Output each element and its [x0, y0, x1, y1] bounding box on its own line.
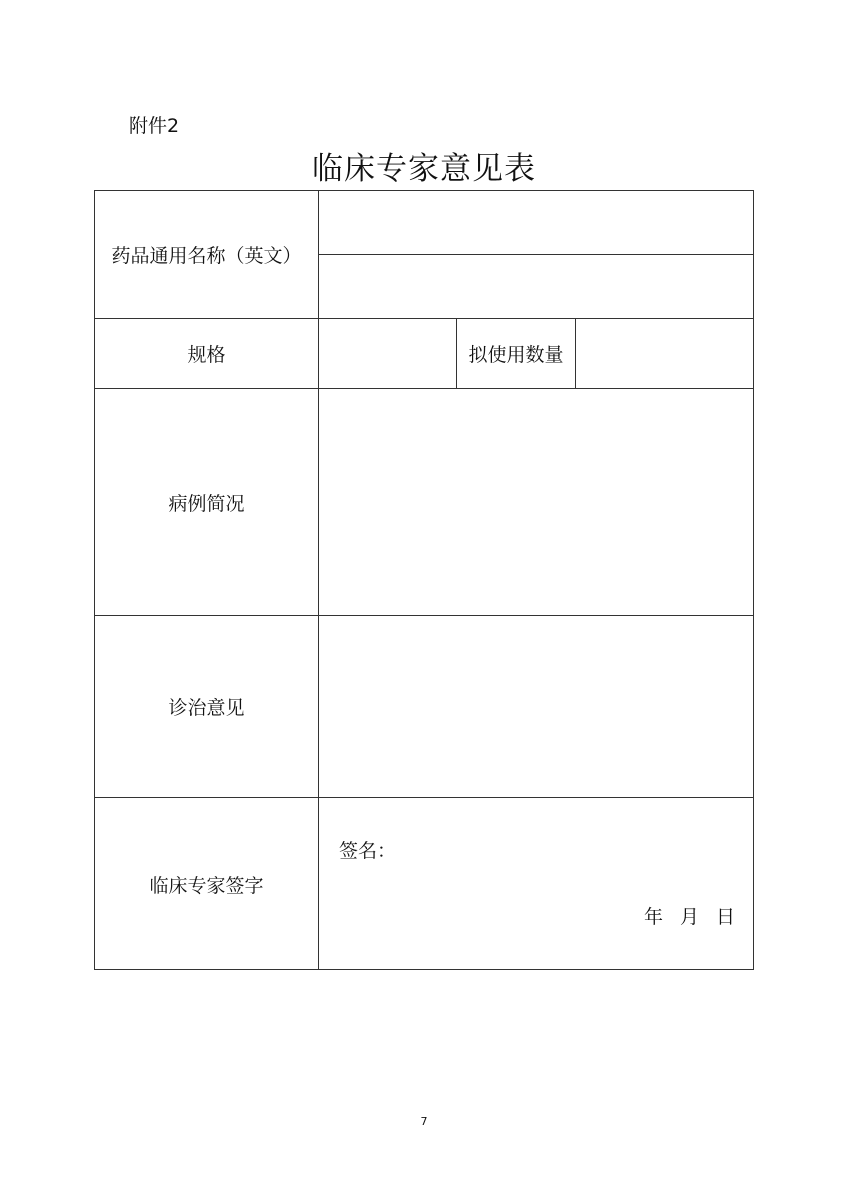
- table-bottom-border: [94, 969, 754, 970]
- expert-signature-field[interactable]: [318, 797, 754, 970]
- expert-signature-label-cell: [94, 797, 318, 970]
- planned-quantity-label: 拟使用数量: [468, 344, 564, 366]
- planned-quantity-field[interactable]: [575, 318, 754, 388]
- planned-quantity-label-cell: [456, 318, 575, 388]
- date-day-label: 日: [716, 906, 736, 928]
- case-summary-label-cell: [94, 388, 318, 615]
- drug-name-field-2[interactable]: [318, 254, 754, 318]
- date-year-label: 年: [644, 906, 664, 928]
- treatment-opinion-field[interactable]: [318, 615, 754, 797]
- spec-field[interactable]: [318, 318, 456, 388]
- attachment-label: 附件2: [129, 115, 180, 137]
- signature-prompt: 签名：: [339, 840, 397, 862]
- page-title: 临床专家意见表: [312, 151, 536, 187]
- case-summary-label: 病例简况: [168, 492, 245, 515]
- drug-name-label-cell: [94, 190, 318, 318]
- treatment-opinion-label-cell: [94, 615, 318, 797]
- treatment-opinion-label: 诊治意见: [168, 697, 245, 719]
- expert-signature-label: 临床专家签字: [149, 874, 264, 897]
- page-number: 7: [420, 1115, 428, 1128]
- case-summary-field[interactable]: [318, 388, 754, 615]
- table-right-border: [753, 190, 754, 970]
- drug-name-field-1[interactable]: [318, 190, 754, 254]
- date-month-label: 月: [680, 906, 700, 928]
- spec-label-cell: [94, 318, 318, 388]
- spec-label: 规格: [187, 344, 226, 366]
- drug-name-label: 药品通用名称（英文）: [111, 245, 302, 267]
- signature-date: [644, 903, 735, 931]
